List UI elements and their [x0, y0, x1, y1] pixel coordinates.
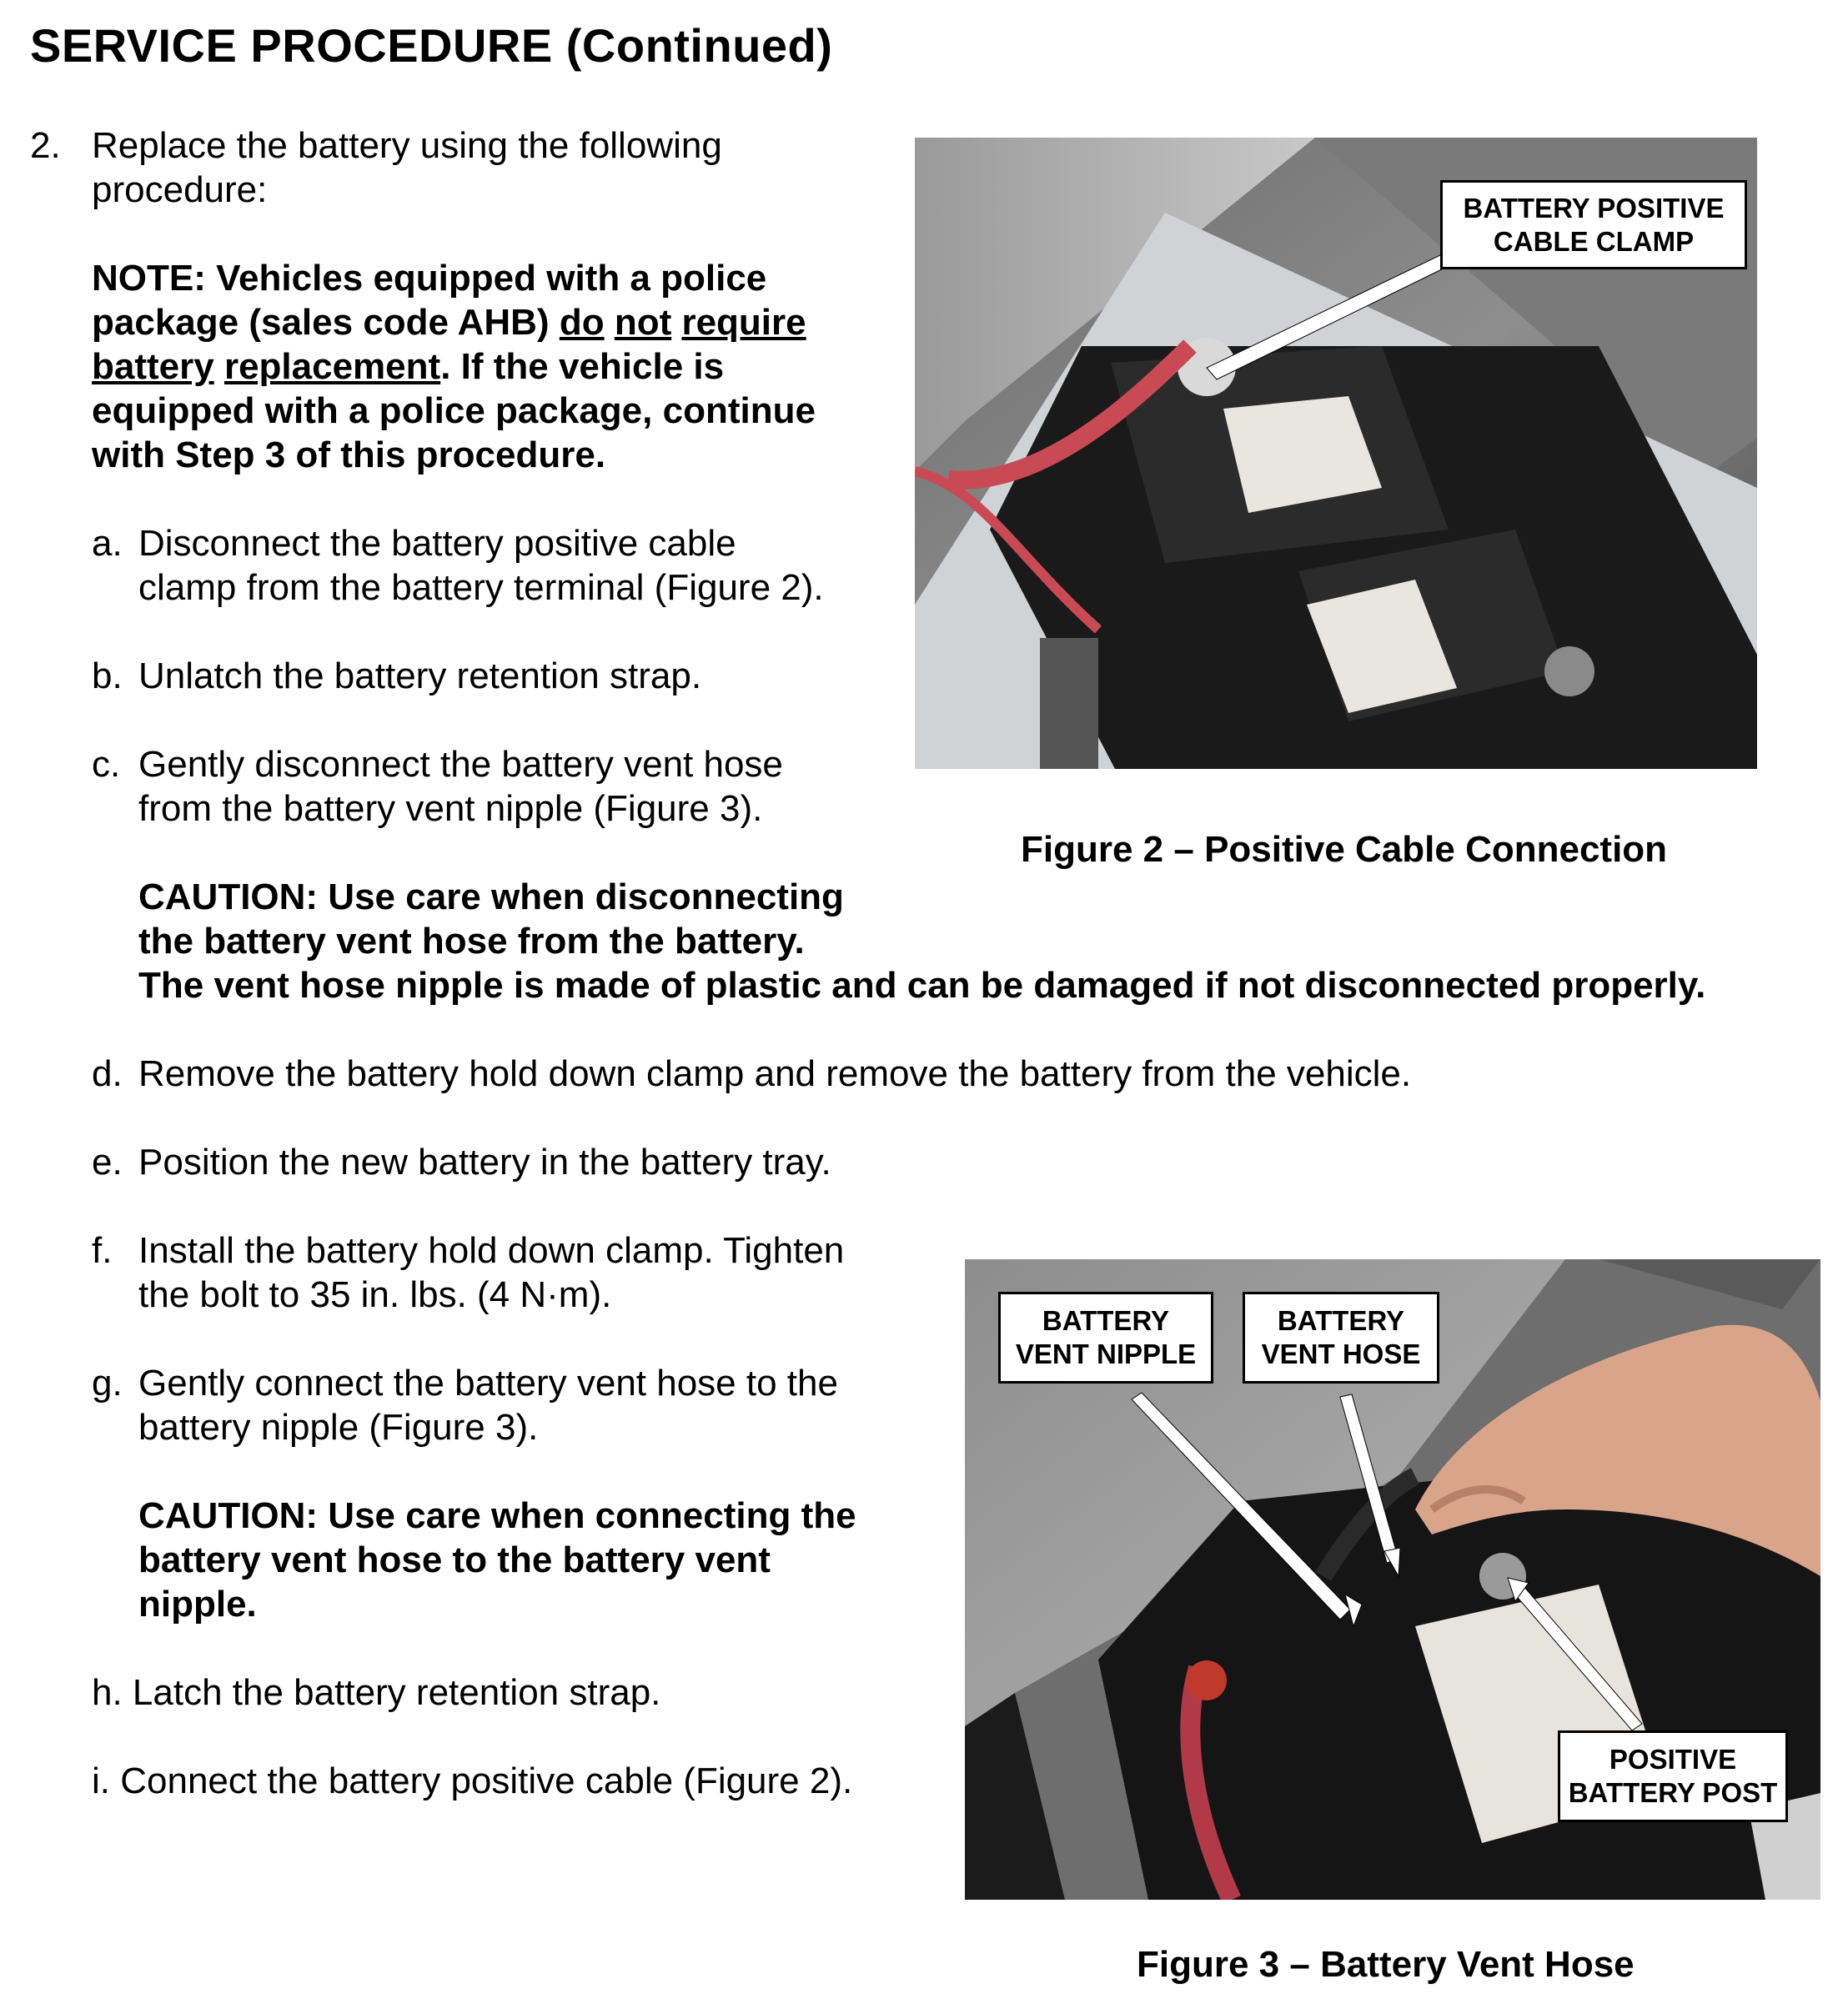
caution1-line3: The vent hose nipple is made of plastic and can be damaged if not disconnected properly. — [138, 965, 1706, 1006]
note-line2 — [92, 300, 806, 344]
substep-b-letter: b. — [92, 655, 123, 696]
substep-f-line2: the bolt to 35 in. lbs. (4 N·m). — [138, 1274, 612, 1315]
figure3-caption: Figure 3 – Battery Vent Hose — [1137, 1944, 1635, 1985]
caution2-line3: nipple. — [138, 1584, 257, 1625]
caution1-line2: the battery vent hose from the battery. — [138, 921, 805, 962]
callout-text: BATTERY — [1277, 1305, 1405, 1336]
note-underlined-do: do — [559, 302, 605, 343]
callout-text: BATTERY POSITIVE — [1463, 192, 1725, 224]
note-underlined-require: require — [681, 302, 806, 343]
substep-i-line1: i. Connect the battery positive cable (Figure 2). — [92, 1760, 853, 1801]
note-line3 — [92, 344, 724, 389]
note-line1: NOTE: Vehicles equipped with a police — [92, 258, 767, 299]
figure3-callout-vent-nipple — [998, 1292, 1213, 1384]
note-line5: with Step 3 of this procedure. — [92, 434, 606, 475]
figure3-callout-positive-post — [1558, 1730, 1788, 1822]
substep-e-letter: e. — [92, 1142, 123, 1183]
substep-c-line1: Gently disconnect the battery vent hose — [138, 744, 783, 785]
substep-g-letter: g. — [92, 1363, 123, 1404]
substep-d-line1: Remove the battery hold down clamp and remove the battery from the vehicle. — [138, 1053, 1412, 1094]
note-underlined-replacement: replacement — [223, 346, 441, 387]
step-text-line1: Replace the battery using the following — [92, 125, 722, 166]
callout-text: VENT NIPPLE — [1015, 1338, 1197, 1369]
step-number: 2. — [30, 125, 61, 166]
substep-f-line1: Install the battery hold down clamp. Tighten — [138, 1230, 845, 1271]
substep-d-letter: d. — [92, 1053, 123, 1094]
callout-text: POSITIVE — [1609, 1744, 1737, 1775]
figure3-callout-vent-hose — [1243, 1292, 1439, 1384]
callout-text: BATTERY POST — [1568, 1777, 1778, 1808]
caution2-line2: battery vent hose to the battery vent — [138, 1539, 771, 1580]
callout-text: BATTERY — [1042, 1305, 1170, 1336]
substep-c-line2: from the battery vent nipple (Figure 3). — [138, 788, 763, 829]
note-line4: equipped with a police package, continue — [92, 390, 816, 431]
substep-a-letter: a. — [92, 523, 123, 564]
substep-e-line1: Position the new battery in the battery tray. — [138, 1142, 831, 1183]
callout-text: CABLE CLAMP — [1493, 225, 1695, 257]
figure2-caption: Figure 2 – Positive Cable Connection — [1021, 829, 1668, 870]
note-text: . If the vehicle is — [440, 346, 725, 387]
figure2-callout-cable-clamp — [1440, 180, 1747, 269]
substep-b-line1: Unlatch the battery retention strap. — [138, 655, 702, 696]
substep-g-line2: battery nipple (Figure 3). — [138, 1407, 539, 1448]
note-underlined-not: not — [614, 302, 672, 343]
callout-text: VENT HOSE — [1261, 1338, 1421, 1369]
substep-a-line1: Disconnect the battery positive cable — [138, 523, 736, 564]
substep-h-line1: h. Latch the battery retention strap. — [92, 1672, 661, 1713]
substep-f-letter: f. — [92, 1230, 113, 1271]
substep-a-line2: clamp from the battery terminal (Figure 2). — [138, 567, 824, 608]
substep-g-line1: Gently connect the battery vent hose to the — [138, 1363, 838, 1404]
step-text-line2: procedure: — [92, 169, 268, 210]
substep-c-letter: c. — [92, 744, 121, 785]
caution1-line1: CAUTION: Use care when disconnecting — [138, 876, 844, 917]
caution2-line1: CAUTION: Use care when connecting the — [138, 1495, 856, 1536]
page-title: SERVICE PROCEDURE (Continued) — [30, 19, 833, 72]
note-underlined-battery: battery — [92, 346, 214, 387]
note-text: package (sales code AHB) — [92, 302, 560, 343]
